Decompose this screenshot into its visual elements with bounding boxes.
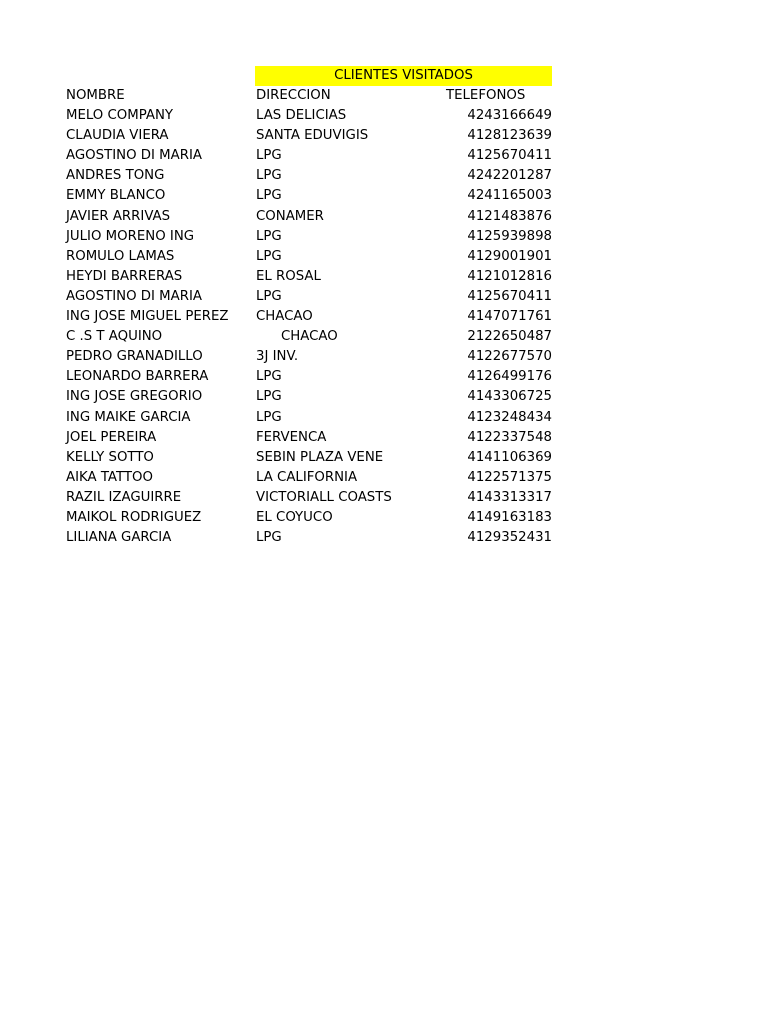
cell-name: ANDRES TONG — [66, 168, 165, 184]
table-row — [66, 387, 552, 407]
cell-address: 3J INV. — [256, 349, 299, 365]
cell-name: C .S T AQUINO — [66, 329, 163, 345]
header-address: DIRECCION — [256, 88, 331, 103]
cell-phone: 4122337548 — [467, 429, 552, 445]
cell-address: EL ROSAL — [256, 268, 321, 284]
cell-name: CLAUDIA VIERA — [66, 128, 169, 144]
cell-address: LPG — [256, 530, 282, 546]
cell-name: AIKA TATTOO — [66, 469, 153, 485]
table-body — [66, 106, 552, 548]
cell-phone: 4128123639 — [467, 128, 552, 144]
cell-phone: 4125939898 — [467, 228, 552, 244]
cell-name: LEONARDO BARRERA — [66, 369, 209, 385]
cell-phone: 4123248434 — [467, 409, 552, 425]
cell-name: AGOSTINO DI MARIA — [66, 288, 202, 304]
cell-address: LPG — [256, 228, 282, 244]
cell-address: LPG — [256, 409, 282, 425]
cell-name: MAIKOL RODRIGUEZ — [66, 509, 202, 525]
cell-name: ING JOSE GREGORIO — [66, 389, 203, 405]
cell-address: FERVENCA — [256, 429, 327, 445]
cell-address: LPG — [256, 369, 282, 385]
header-row — [66, 86, 552, 106]
cell-name: ING MAIKE GARCIA — [66, 409, 191, 425]
cell-phone: 4122571375 — [467, 469, 552, 485]
table-row — [66, 166, 552, 186]
table-row — [66, 106, 552, 126]
cell-address: CHACAO — [281, 329, 338, 345]
cell-phone: 4141106369 — [467, 449, 552, 465]
cell-name: ROMULO LAMAS — [66, 248, 175, 264]
cell-address: LPG — [256, 288, 282, 304]
cell-name: MELO COMPANY — [66, 108, 174, 124]
cell-phone: 4125670411 — [467, 288, 552, 304]
table-row — [66, 307, 552, 327]
cell-name: EMMY BLANCO — [66, 188, 166, 204]
cell-phone: 2122650487 — [467, 329, 552, 345]
cell-address: LPG — [256, 148, 282, 164]
cell-address: CHACAO — [256, 309, 313, 325]
cell-name: AGOSTINO DI MARIA — [66, 148, 202, 164]
table-row — [66, 227, 552, 247]
cell-address: CONAMER — [256, 208, 324, 224]
cell-address: SANTA EDUVIGIS — [256, 128, 369, 144]
table-row — [66, 247, 552, 267]
title-row — [66, 66, 552, 86]
table-row — [66, 408, 552, 428]
table-row — [66, 267, 552, 287]
cell-address: VICTORIALL COASTS — [256, 489, 392, 505]
cell-phone: 4121483876 — [467, 208, 552, 224]
header-phone: TELEFONOS — [446, 88, 526, 103]
table-row — [66, 146, 552, 166]
cell-name: RAZIL IZAGUIRRE — [66, 489, 182, 505]
cell-name: JAVIER ARRIVAS — [66, 208, 171, 224]
table-row — [66, 428, 552, 448]
table-row — [66, 287, 552, 307]
table-row — [66, 367, 552, 387]
cell-name: JOEL PEREIRA — [66, 429, 157, 445]
table-row — [66, 468, 552, 488]
cell-phone: 4143313317 — [467, 489, 552, 505]
table-row — [66, 186, 552, 206]
cell-name: HEYDI BARRERAS — [66, 268, 183, 284]
cell-name: ING JOSE MIGUEL PEREZ — [66, 309, 229, 325]
table-row — [66, 327, 552, 347]
sheet-title: CLIENTES VISITADOS — [255, 66, 552, 86]
table-row — [66, 488, 552, 508]
table-row — [66, 207, 552, 227]
cell-name: LILIANA GARCIA — [66, 530, 172, 546]
cell-address: LPG — [256, 248, 282, 264]
cell-phone: 4242201287 — [467, 168, 552, 184]
cell-phone: 4126499176 — [467, 369, 552, 385]
table-row — [66, 126, 552, 146]
cell-phone: 4121012816 — [467, 268, 552, 284]
cell-address: LPG — [256, 389, 282, 405]
table-row — [66, 448, 552, 468]
cell-phone: 4241165003 — [467, 188, 552, 204]
cell-address: LPG — [256, 168, 282, 184]
table-row — [66, 528, 552, 548]
header-name: NOMBRE — [66, 88, 125, 103]
cell-address: LPG — [256, 188, 282, 204]
cell-phone: 4122677570 — [467, 349, 552, 365]
table-row — [66, 508, 552, 528]
cell-name: KELLY SOTTO — [66, 449, 154, 465]
cell-phone: 4243166649 — [467, 108, 552, 124]
cell-address: EL COYUCO — [256, 509, 333, 525]
cell-address: LA CALIFORNIA — [256, 469, 358, 485]
cell-phone: 4149163183 — [467, 509, 552, 525]
cell-name: JULIO MORENO ING — [66, 228, 195, 244]
cell-phone: 4143306725 — [467, 389, 552, 405]
cell-address: LAS DELICIAS — [256, 108, 347, 124]
cell-name: PEDRO GRANADILLO — [66, 349, 203, 365]
cell-phone: 4125670411 — [467, 148, 552, 164]
cell-address: SEBIN PLAZA VENE — [256, 449, 384, 465]
cell-phone: 4129352431 — [467, 530, 552, 546]
table-row — [66, 347, 552, 367]
cell-phone: 4129001901 — [467, 248, 552, 264]
cell-phone: 4147071761 — [467, 309, 552, 325]
clients-table — [66, 66, 552, 548]
